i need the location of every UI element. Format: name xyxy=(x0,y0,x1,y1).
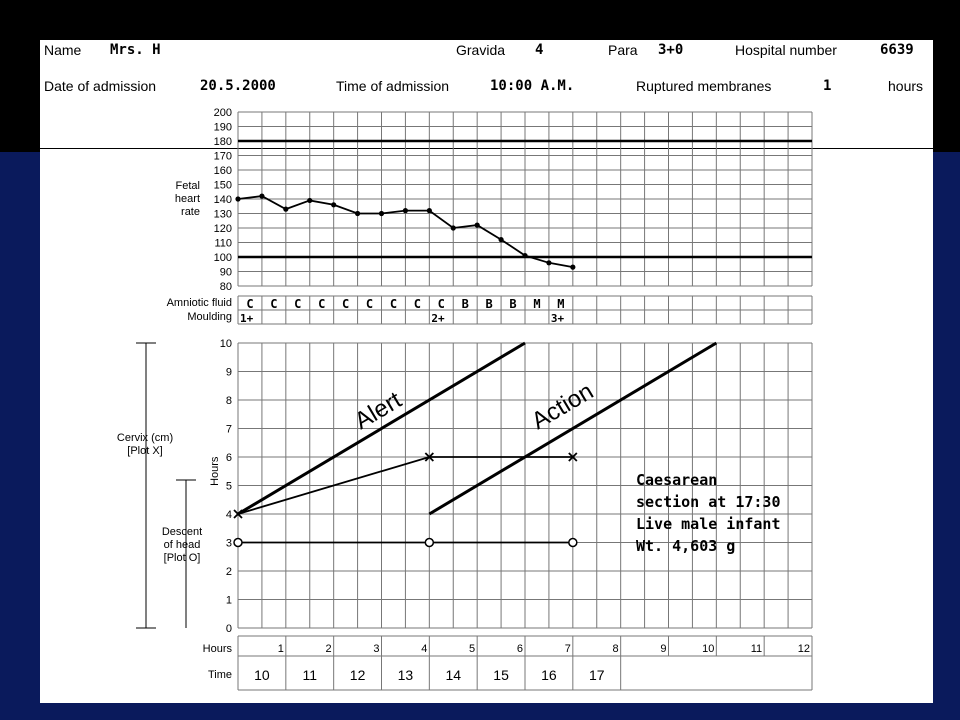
fhr-point xyxy=(522,253,527,258)
fhr-point xyxy=(451,225,456,230)
alert-label: Alert xyxy=(350,386,407,436)
fhr-tick-label: 90 xyxy=(219,266,232,279)
partograph-sheet xyxy=(40,40,933,703)
partograph-tick-label: 4 xyxy=(225,509,232,521)
moulding-value: 3+ xyxy=(550,312,565,325)
amniotic-fluid-value: C xyxy=(437,297,445,311)
hour-tick-label: 10 xyxy=(702,643,715,655)
time-value: 17 xyxy=(588,667,605,683)
hour-tick-label: 8 xyxy=(612,643,619,655)
hour-tick-label: 2 xyxy=(325,643,332,655)
hour-tick-label: 9 xyxy=(660,643,667,655)
date-value: 20.5.2000 xyxy=(200,78,276,94)
caesarean-note-line: Caesarean xyxy=(636,471,718,489)
fhr-tick-label: 100 xyxy=(213,252,232,264)
descent-o-marker xyxy=(425,539,433,547)
fhr-point xyxy=(355,211,360,216)
y-axis-label: Hours xyxy=(209,456,221,486)
partograph-tick-label: 7 xyxy=(225,423,232,436)
amniotic-fluid-value: B xyxy=(461,297,469,311)
amniotic-fluid-label: Amniotic fluid xyxy=(166,297,232,309)
fhr-point xyxy=(235,196,240,201)
partograph-grid xyxy=(238,343,812,628)
time-value: 10 xyxy=(254,667,270,683)
time-value: 11 xyxy=(302,667,318,683)
fhr-tick-label: 120 xyxy=(213,223,232,235)
partograph-tick-label: 2 xyxy=(225,566,232,578)
name-label: Name xyxy=(44,42,82,58)
fhr-tick-label: 140 xyxy=(213,194,232,206)
hour-tick-label: 4 xyxy=(421,643,428,655)
hour-tick-label: 12 xyxy=(797,643,810,655)
gravida-value: 4 xyxy=(535,42,544,58)
hour-tick-label: 6 xyxy=(516,643,523,655)
partograph-tick-label: 1 xyxy=(225,594,232,607)
time-value: 16 xyxy=(541,667,557,683)
descent-label: Descent of head [Plot O] xyxy=(144,526,220,565)
partograph-tick-label: 0 xyxy=(225,623,232,635)
time-row-label: Time xyxy=(207,669,232,681)
fhr-point xyxy=(546,260,551,265)
time-label: Time of admission xyxy=(336,78,450,94)
time-grid xyxy=(238,636,812,690)
amniotic-fluid-value: C xyxy=(246,297,254,311)
hospital-number-label: Hospital number xyxy=(735,42,837,58)
amniotic-fluid-value: C xyxy=(318,297,326,311)
fhr-tick-label: 180 xyxy=(213,136,232,148)
partograph-tick-label: 9 xyxy=(225,366,232,379)
moulding-value: 1+ xyxy=(240,312,254,325)
fhr-tick-label: 160 xyxy=(213,165,232,177)
amniotic-fluid-value: C xyxy=(413,297,421,311)
partograph-tick-label: 3 xyxy=(225,537,232,550)
fhr-point xyxy=(498,237,503,242)
amniotic-fluid-value: M xyxy=(533,297,541,311)
amniotic-fluid-value: C xyxy=(294,297,302,311)
fhr-point xyxy=(259,194,264,199)
hour-tick-label: 11 xyxy=(750,643,763,655)
time-value: 12 xyxy=(349,667,366,683)
fhr-point xyxy=(475,223,480,228)
name-value: Mrs. H xyxy=(110,42,161,58)
amniotic-fluid-value: B xyxy=(485,297,493,311)
caesarean-note-line: section at 17:30 xyxy=(636,493,781,511)
hour-tick-label: 7 xyxy=(564,643,571,655)
time-value: 14 xyxy=(445,667,462,683)
partograph-tick-label: 5 xyxy=(225,480,232,493)
amniotic-fluid-value: B xyxy=(509,297,517,311)
partograph-tick-label: 10 xyxy=(219,338,232,350)
hour-tick-label: 5 xyxy=(469,643,476,655)
descent-o-marker xyxy=(569,539,577,547)
fhr-point xyxy=(403,208,408,213)
fhr-point xyxy=(570,265,575,270)
time-value: 13 xyxy=(397,667,414,683)
partograph-chart xyxy=(40,40,933,703)
fhr-label: Fetal heart rate xyxy=(174,180,200,218)
amniotic-fluid-value: M xyxy=(557,297,565,311)
hours-row-label: Hours xyxy=(202,643,232,655)
descent-o-marker xyxy=(234,539,242,547)
fhr-tick-label: 130 xyxy=(213,208,232,221)
fhr-tick-label: 150 xyxy=(213,179,232,192)
para-value: 3+0 xyxy=(658,42,684,58)
fhr-tick-label: 170 xyxy=(213,150,232,163)
amniotic-fluid-value: C xyxy=(270,297,278,311)
para-label: Para xyxy=(608,42,638,58)
hour-tick-label: 3 xyxy=(373,643,380,655)
time-value: 10:00 A.M. xyxy=(490,78,575,94)
action-label: Action xyxy=(527,377,599,436)
moulding-label: Moulding xyxy=(187,311,232,323)
amniotic-fluid-value: C xyxy=(342,297,350,311)
fhr-tick-label: 80 xyxy=(219,281,232,293)
membranes-label: Ruptured membranes xyxy=(636,78,772,94)
fhr-tick-label: 190 xyxy=(213,121,232,134)
caesarean-note-line: Wt. 4,603 g xyxy=(636,537,736,555)
cervix-label: Cervix (cm) [Plot X] xyxy=(100,432,190,458)
partograph-tick-label: 6 xyxy=(225,452,232,464)
fhr-point xyxy=(427,208,432,213)
fhr-point xyxy=(331,202,336,207)
time-value: 15 xyxy=(493,667,509,683)
amniotic-fluid-value: C xyxy=(389,297,398,311)
fhr-point xyxy=(283,207,288,212)
fhr-tick-label: 200 xyxy=(213,107,232,119)
membranes-unit: hours xyxy=(888,78,924,94)
hospital-number-value: 6639 xyxy=(880,42,914,58)
fhr-point xyxy=(307,198,312,203)
membranes-value: 1 xyxy=(823,78,832,94)
date-label: Date of admission xyxy=(44,78,157,94)
fhr-grid xyxy=(238,112,812,286)
partograph-tick-label: 8 xyxy=(225,395,232,407)
fhr-tick-label: 110 xyxy=(214,237,232,250)
hour-tick-label: 1 xyxy=(277,643,284,655)
amniotic-fluid-value: C xyxy=(365,297,374,311)
moulding-value: 2+ xyxy=(431,312,445,325)
fhr-point xyxy=(379,211,384,216)
caesarean-note-line: Live male infant xyxy=(636,515,781,533)
gravida-label: Gravida xyxy=(456,42,506,58)
